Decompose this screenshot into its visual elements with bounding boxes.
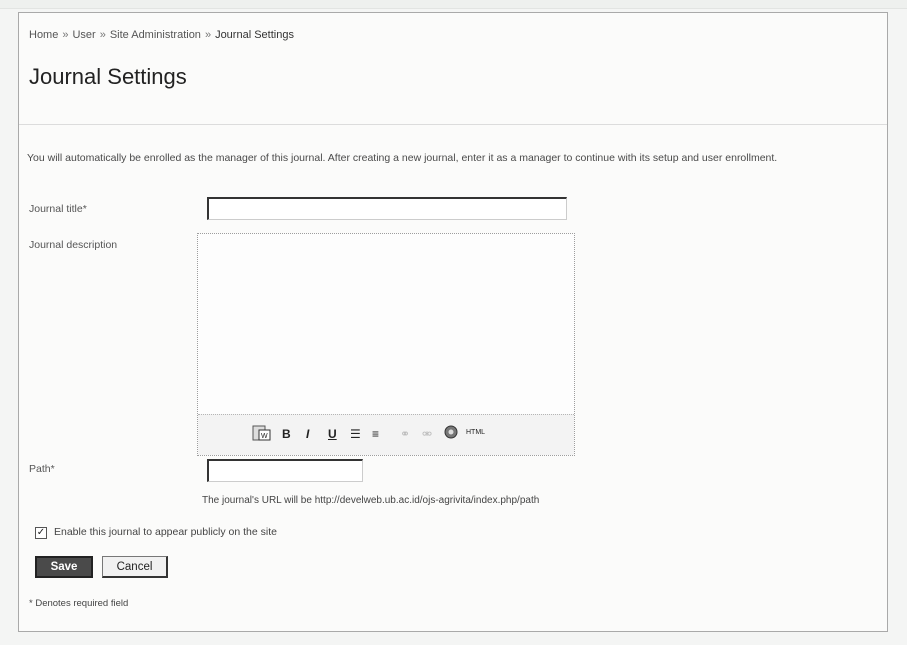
journal-description-label: Journal description xyxy=(29,239,118,251)
breadcrumb-site-administration[interactable]: Site Administration xyxy=(109,29,201,41)
journal-description-editor xyxy=(197,233,575,456)
editor-toolbar xyxy=(198,414,574,455)
breadcrumb-separator: » xyxy=(99,29,106,41)
link-icon[interactable]: ⚭ xyxy=(400,427,411,441)
breadcrumb-separator: » xyxy=(204,29,212,41)
unlink-icon[interactable]: ⚮ xyxy=(422,427,433,441)
bullet-list-icon[interactable]: ☰ xyxy=(350,427,361,441)
breadcrumb-current: Journal Settings xyxy=(215,29,294,41)
path-input[interactable] xyxy=(207,459,363,482)
journal-title-label: Journal title* xyxy=(29,203,87,215)
paste-word-icon[interactable] xyxy=(252,424,272,445)
breadcrumb-home[interactable]: Home xyxy=(29,29,59,41)
required-field-note: * Denotes required field xyxy=(29,598,129,609)
journal-settings-panel xyxy=(18,12,888,632)
divider xyxy=(19,124,887,125)
breadcrumb-separator: » xyxy=(62,29,69,41)
svg-text:W: W xyxy=(261,433,268,440)
italic-button[interactable]: I xyxy=(306,427,310,441)
breadcrumb-user[interactable]: User xyxy=(72,29,96,41)
save-button[interactable]: Save xyxy=(35,556,93,578)
breadcrumb xyxy=(29,29,294,41)
underline-button[interactable]: U xyxy=(328,427,337,441)
numbered-list-icon[interactable]: ≡ xyxy=(372,427,380,441)
image-icon[interactable] xyxy=(444,425,458,442)
page-title: Journal Settings xyxy=(29,64,187,89)
intro-text: You will automatically be enrolled as the manager of this journal. After creating a new journal, enter it as a manager to continue with its setup and user enrollment. xyxy=(27,152,778,164)
bold-button[interactable]: B xyxy=(282,427,291,441)
journal-description-textarea[interactable] xyxy=(198,234,574,414)
journal-title-input[interactable] xyxy=(207,197,567,220)
enable-public-label[interactable]: Enable this journal to appear publicly on the site xyxy=(54,526,277,538)
path-label: Path* xyxy=(29,463,55,475)
top-bar xyxy=(0,0,907,9)
path-url-hint: The journal's URL will be http://develweb.ub.ac.id/ojs-agrivita/index.php/path xyxy=(202,495,540,506)
cancel-button[interactable]: Cancel xyxy=(102,556,168,578)
html-button[interactable]: HTML xyxy=(466,429,486,436)
enable-public-checkbox[interactable]: ✓ xyxy=(36,527,46,538)
